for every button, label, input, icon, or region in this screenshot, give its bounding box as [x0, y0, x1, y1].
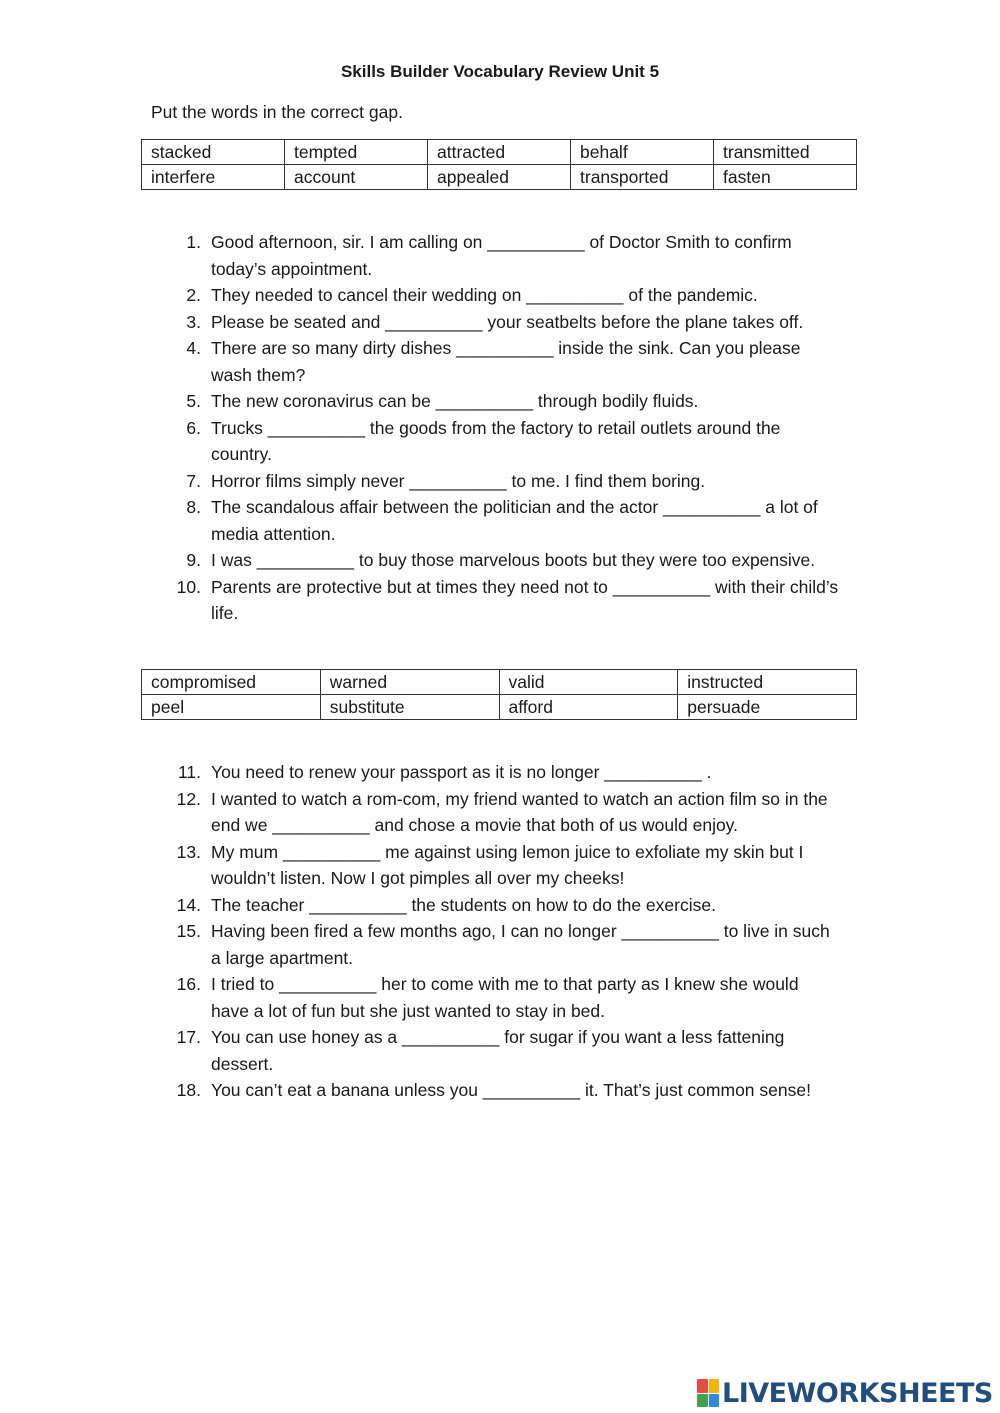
word-bank-cell: transmitted [714, 140, 857, 165]
question-number: 9. [186, 550, 201, 570]
question-text: They needed to cancel their wedding on __________ of the pandemic. [211, 285, 758, 305]
question-number: 12. [176, 788, 201, 809]
question-number: 8. [186, 497, 201, 517]
question-number: 13. [176, 841, 201, 862]
question-list-1 [0, 229, 1000, 627]
question-number: 14. [176, 894, 201, 915]
question-item [0, 574, 841, 627]
word-bank-cell: compromised [142, 670, 321, 695]
question-number: 15. [176, 921, 201, 941]
question-text: Horror films simply never __________ to me. I find them boring. [211, 470, 706, 491]
question-text: My mum __________ me against using lemon juice to exfoliate my skin but I wouldn’t listen. Now I got pimples all over my cheeks! [211, 841, 804, 888]
word-bank-cell: transported [571, 165, 714, 190]
word-bank-cell: warned [320, 670, 499, 695]
instruction-text: Put the words in the correct gap. [151, 102, 403, 122]
question-item [0, 892, 841, 919]
question-item [0, 388, 841, 415]
word-bank-cell: tempted [285, 140, 428, 165]
question-number: 10. [176, 576, 201, 597]
question-text: You can’t eat a banana unless you __________ it. That’s just common sense! [211, 1080, 811, 1100]
word-bank-cell: stacked [142, 140, 285, 165]
question-number: 5. [186, 391, 201, 411]
word-bank-cell: afford [499, 695, 678, 720]
word-bank-row [142, 695, 857, 720]
question-item [0, 415, 841, 468]
question-text: Please be seated and __________ your seatbelts before the plane takes off. [211, 311, 804, 332]
word-bank-cell: appealed [428, 165, 571, 190]
word-bank-cell: persuade [678, 695, 857, 720]
question-text: Trucks __________ the goods from the factory to retail outlets around the country. [211, 417, 781, 464]
question-number: 3. [186, 311, 201, 332]
question-number: 11. [177, 762, 201, 782]
logo-text: LIVEWORKSHEETS [722, 1377, 993, 1409]
question-item [0, 918, 841, 971]
word-bank-1 [141, 139, 857, 190]
question-item [0, 309, 841, 336]
question-number: 7. [186, 470, 201, 491]
question-text: I wanted to watch a rom-com, my friend wanted to watch an action film so in the end we __________ and chose a movie that both of us would enjoy. [211, 788, 828, 835]
question-item [0, 971, 841, 1024]
question-number: 17. [176, 1027, 201, 1047]
word-bank-cell: valid [499, 670, 678, 695]
question-list-2 [0, 759, 1000, 1104]
liveworksheets-logo-icon [697, 1379, 719, 1407]
question-number: 18. [176, 1080, 201, 1100]
question-item [0, 468, 841, 495]
question-item [0, 839, 841, 892]
question-item [0, 1077, 841, 1104]
question-text: You can use honey as a __________ for sugar if you want a less fattening dessert. [211, 1027, 785, 1074]
question-text: There are so many dirty dishes __________ inside the sink. Can you please wash them? [211, 338, 801, 385]
question-item [0, 229, 841, 282]
question-number: 16. [176, 974, 201, 994]
page-title: Skills Builder Vocabulary Review Unit 5 [340, 62, 660, 81]
question-text: I was __________ to buy those marvelous boots but they were too expensive. [211, 550, 816, 570]
question-text: I tried to __________ her to come with me to that party as I knew she would have a lot of fun but she just wanted to stay in bed. [211, 974, 799, 1021]
question-number: 4. [186, 338, 201, 358]
word-bank-cell: substitute [320, 695, 499, 720]
word-bank-row [142, 165, 857, 190]
word-bank-cell: interfere [142, 165, 285, 190]
question-text: Good afternoon, sir. I am calling on __________ of Doctor Smith to confirm today’s appointment. [211, 232, 792, 279]
question-text: Having been fired a few months ago, I can no longer __________ to live in such a large apartment. [211, 921, 830, 968]
question-item [0, 786, 841, 839]
question-text: The new coronavirus can be __________ through bodily fluids. [211, 391, 699, 411]
liveworksheets-logo[interactable] [697, 1375, 993, 1411]
word-bank-row [142, 670, 857, 695]
question-text: Parents are protective but at times they need not to __________ with their child’s life. [211, 576, 839, 623]
word-bank-cell: attracted [428, 140, 571, 165]
word-bank-cell: fasten [714, 165, 857, 190]
word-bank-cell: behalf [571, 140, 714, 165]
question-item [0, 547, 841, 574]
question-text: The scandalous affair between the politician and the actor __________ a lot of media attention. [211, 497, 818, 544]
word-bank-cell: account [285, 165, 428, 190]
question-item [0, 282, 841, 309]
question-item [0, 335, 841, 388]
question-number: 1. [186, 232, 201, 252]
question-text: You need to renew your passport as it is no longer __________ . [211, 762, 712, 782]
question-number: 2. [186, 285, 201, 305]
word-bank-cell: instructed [678, 670, 857, 695]
question-item [0, 759, 841, 786]
word-bank-2 [141, 669, 857, 720]
question-item [0, 494, 841, 547]
question-text: The teacher __________ the students on how to do the exercise. [211, 894, 716, 915]
question-number: 6. [186, 417, 201, 438]
word-bank-cell: peel [142, 695, 321, 720]
question-item [0, 1024, 841, 1077]
word-bank-row [142, 140, 857, 165]
